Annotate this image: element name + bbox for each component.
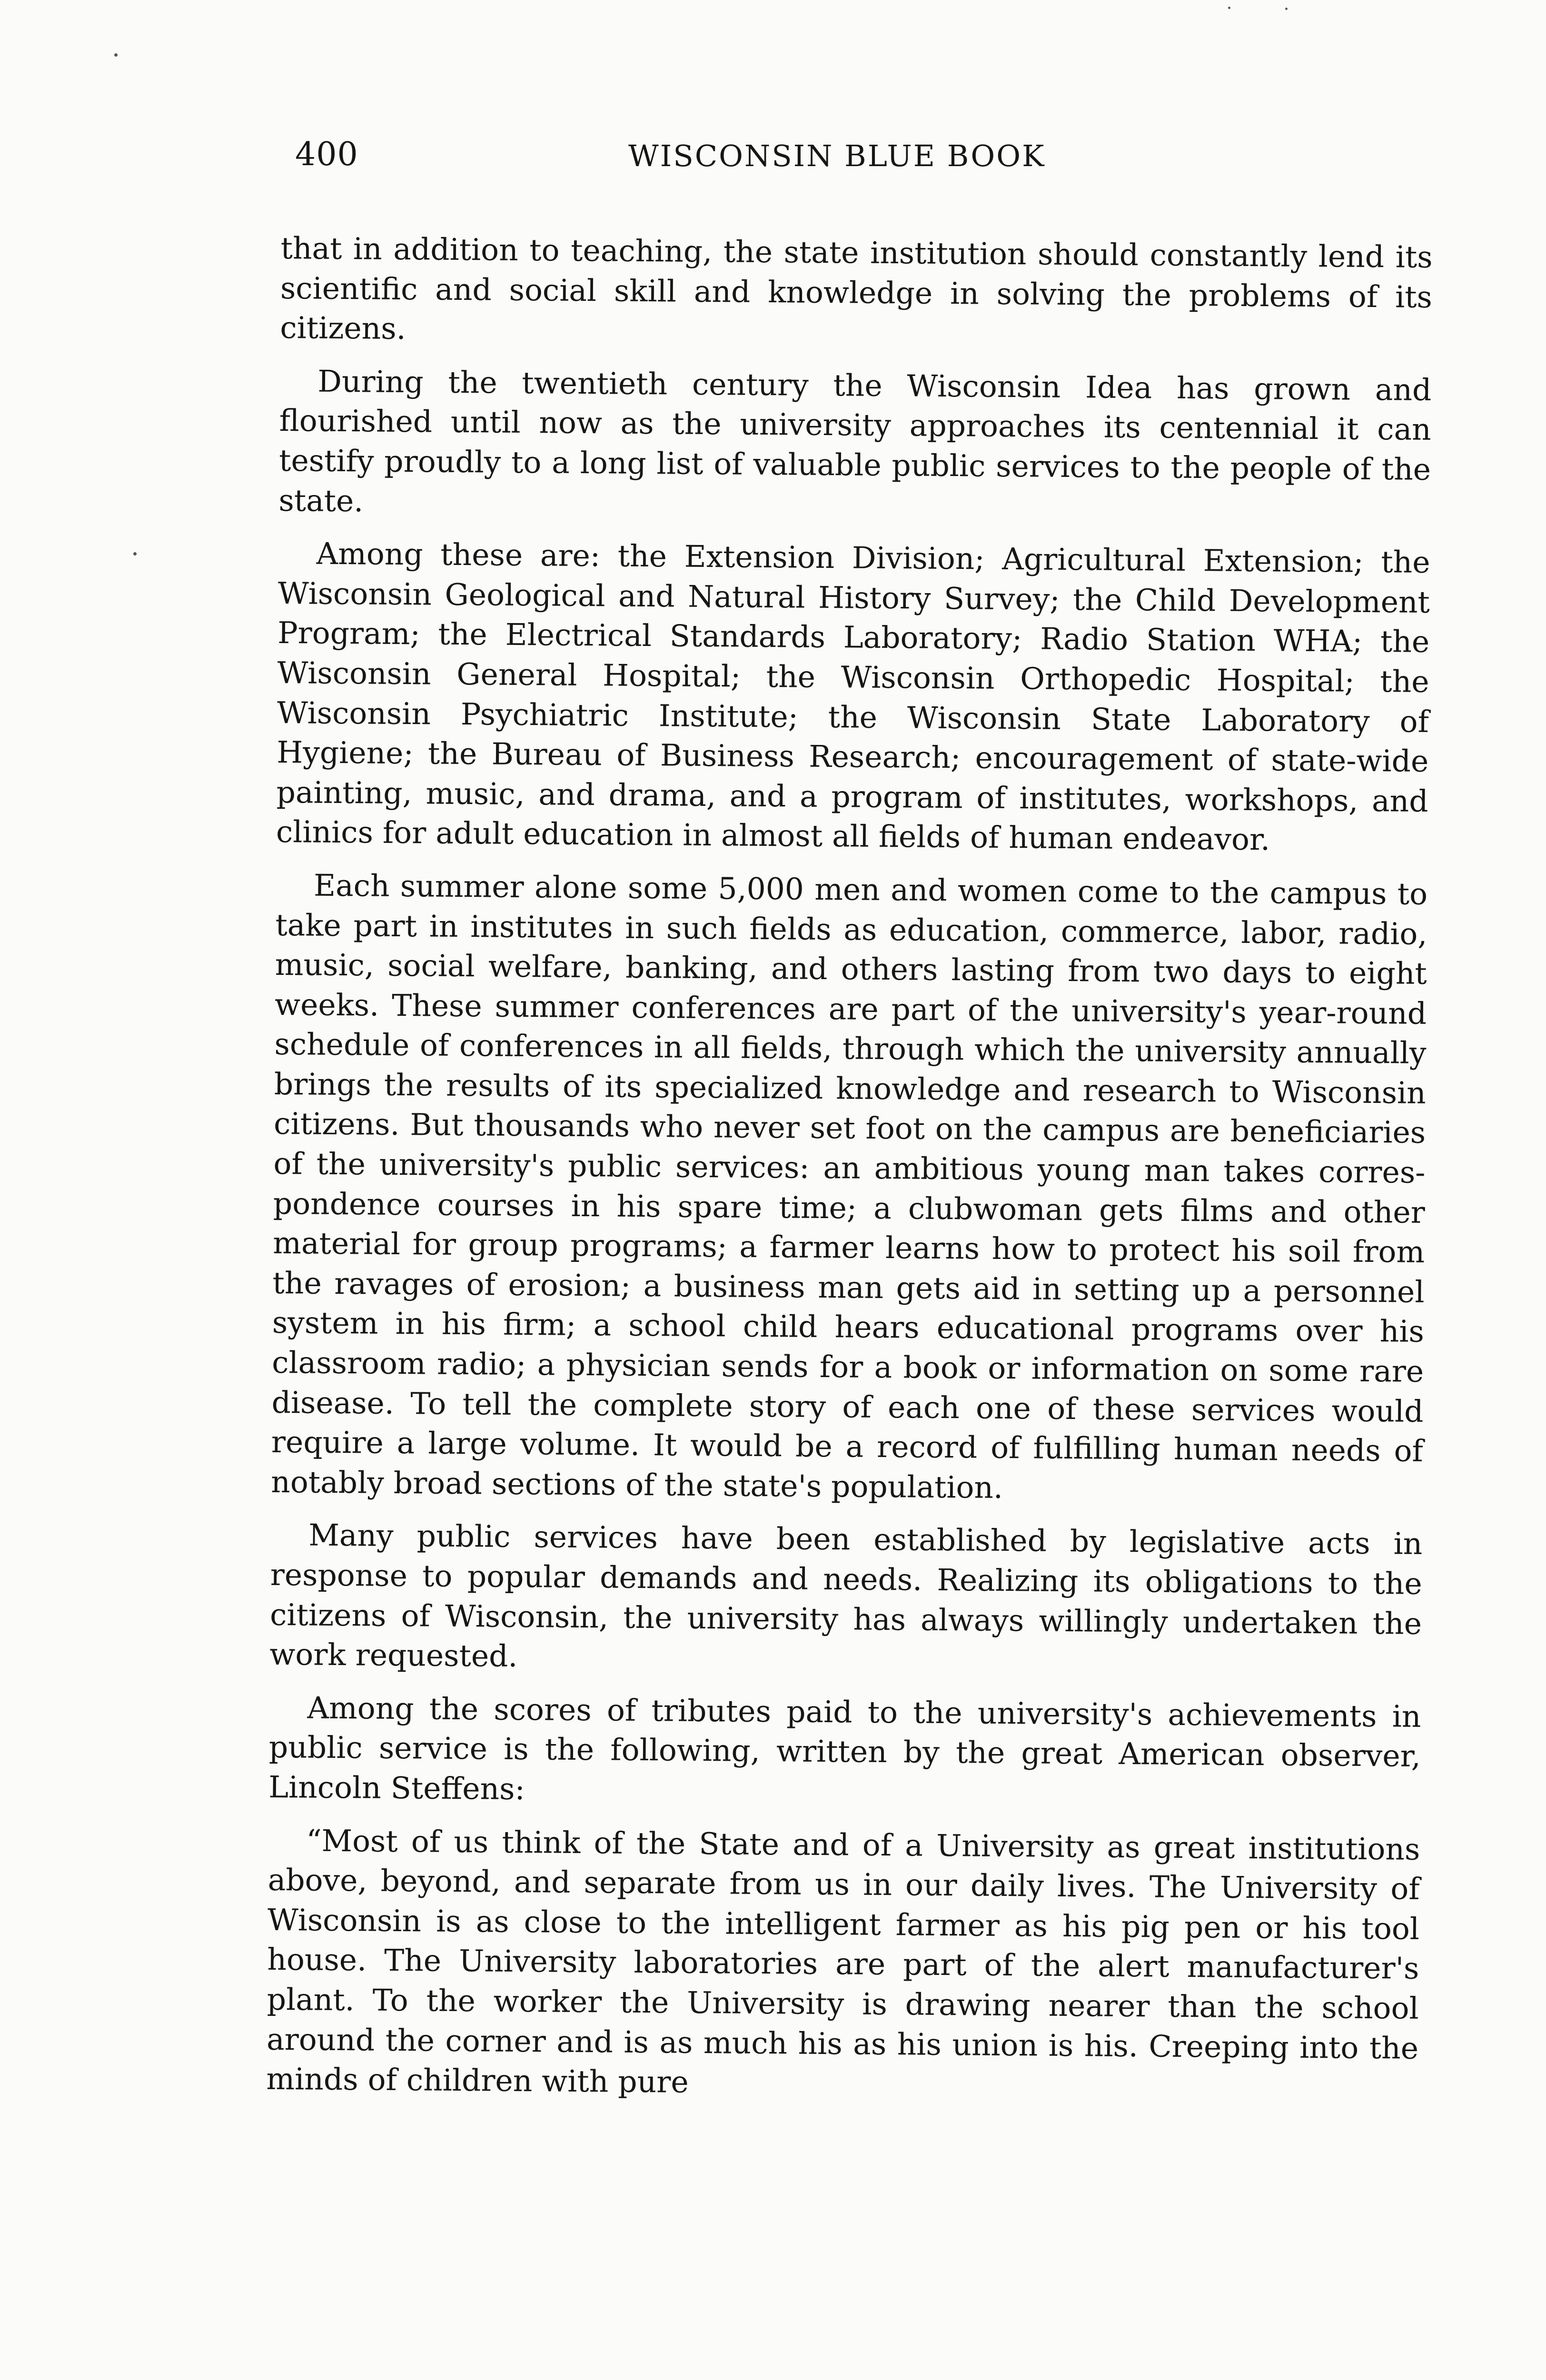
page-number: 400 — [295, 136, 358, 173]
paragraph-services-list: Among these are: the Extension Division; Agricultural Extension; the Wisconsin Geological and Natural History Survey; the Child Development Program; the Electrical Standards Laboratory; Radio Station WHA; the Wisconsin General Hospital; the Wisconsin Orthopedic Hospital; the Wisconsin Psychiatric Institute; the Wisconsin State Laboratory of Hygiene; the Bureau of Business Research; encouragement of state-wide painting, music, and drama, and a program of institutes, workshops, and clinics for adult education in almost all fields of human endeavor. — [276, 536, 1430, 857]
scan-speck — [1285, 8, 1288, 10]
running-title: WISCONSIN BLUE BOOK — [628, 139, 1046, 173]
paragraph-wisconsin-idea: During the twentieth century the Wisconsin Idea has grown and flourished until now as the university approaches its centennial it can testify proudly to a long list of valuable public services to the people of the state. — [278, 364, 1432, 518]
paragraph-steffens-quote: “Most of us think of the State and of a University as great institutions above, beyond, and separate from us in our daily lives. The University of Wisconsin is as close to the intelligent farmer as his pig pen or his tool house. The University laboratories are part of the alert manufacturer's plant. To the worker the University is drawing nearer than the school around the corner and is as much his as his union is his. Creeping into the minds of children with pure — [266, 1823, 1420, 2100]
paragraph-summer-institutes: Each summer alone some 5,000 men and women come to the campus to take part in institutes in such fields as education, commerce, labor, radio, music, social welfare, banking, and others lasting from two days to eight weeks. These summer conferences are part of the university's year-round schedule of conferences in all fields, through which the university annually brings the results of its specialized knowledge and research to Wisconsin citizens. But thousands who never set foot on the campus are beneficiaries of the university's public services: an ambitious young man takes correspondence courses in his spare time; a clubwoman gets films and other material for group programs; a farmer learns how to protect his soil from the ravages of erosion; a business man gets aid in setting up a personnel system in his firm; a school child hears educational programs over his classroom radio; a physician sends for a book or information on some rare disease. To tell the complete story of each one of these services would require a large volume. It would be a record of fulfilling human needs of notably broad sections of the state's population. — [271, 868, 1428, 1505]
paragraph-legislative-acts: Many public services have been established by legislative acts in response to popular demands and needs. Realizing its obligations to the citizens of Wisconsin, the university has always willingly undertaken the work requested. — [269, 1517, 1423, 1674]
paragraph-continuation: that in addition to teaching, the state institution should constantly lend its scientific and social skill and knowledge in solving the problems of its citizens. — [280, 230, 1433, 347]
body-text — [266, 228, 1433, 2122]
scan-speck — [114, 53, 118, 57]
scan-speck — [133, 552, 137, 555]
scan-speck — [1228, 7, 1230, 9]
paragraph-tributes: Among the scores of tributes paid to the university's achievements in public service is the following, written by the great American observer, Lincoln Steffens: — [268, 1690, 1421, 1807]
running-head — [295, 136, 1092, 181]
